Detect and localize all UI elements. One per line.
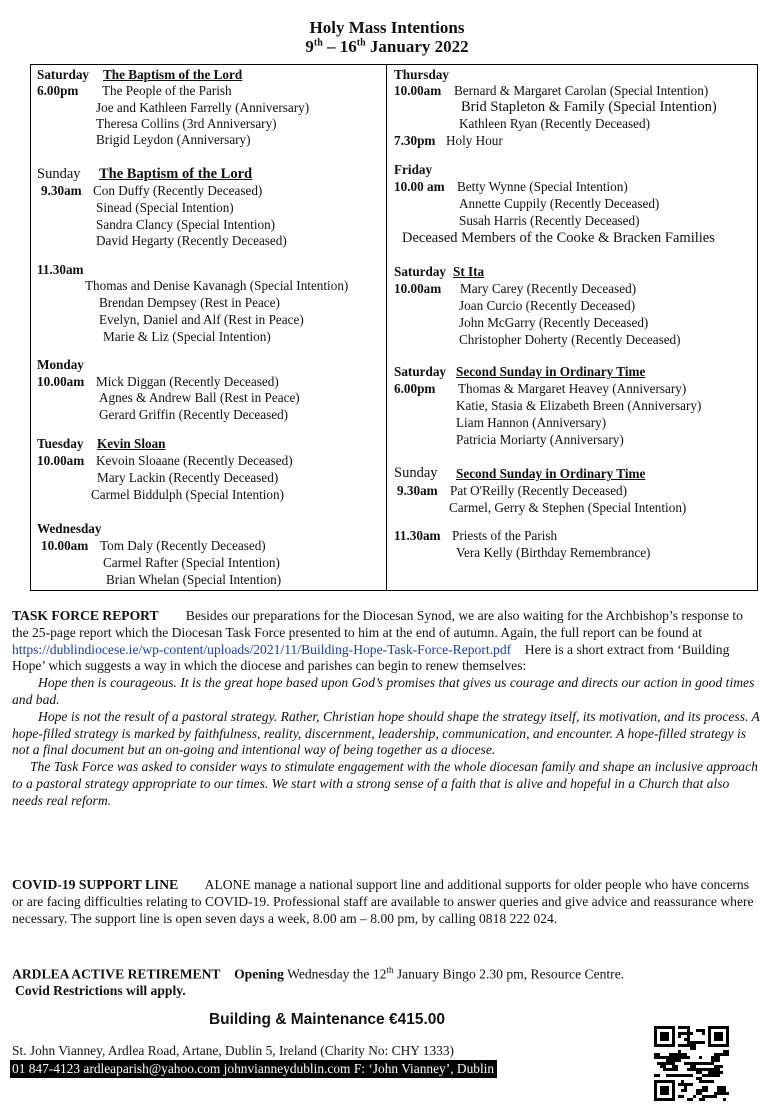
intention: David Hegarty (Recently Deceased) bbox=[96, 233, 287, 248]
intention: Joe and Kathleen Farrelly (Anniversary) bbox=[96, 100, 310, 115]
intention: Gerard Griffin (Recently Deceased) bbox=[99, 407, 289, 422]
parish-contact-bar: 01 847-4123 ardleaparish@yahoo.com johnvianneydublin.com F: ‘John Vianney’, Dublin bbox=[10, 1060, 497, 1078]
intention: Christopher Doherty (Recently Deceased) bbox=[459, 332, 681, 347]
mass-time: 11.30am bbox=[394, 528, 441, 543]
task-force-section bbox=[12, 608, 760, 810]
qr-code-icon[interactable] bbox=[654, 1026, 729, 1101]
intention: Carmel Biddulph (Special Intention) bbox=[91, 487, 285, 502]
feast-label: The Baptism of the Lord bbox=[103, 67, 243, 82]
report-link[interactable]: https://dublindiocese.ie/wp-content/uploads/2021/11/Building-Hope-Task-Force-Report.pdf bbox=[12, 641, 512, 657]
intention: Theresa Collins (3rd Anniversary) bbox=[96, 116, 277, 131]
intention: Mary Lackin (Recently Deceased) bbox=[97, 470, 279, 485]
intention: Deceased Members of the Cooke & Bracken Families bbox=[402, 230, 715, 246]
section-heading: TASK FORCE REPORT bbox=[12, 608, 159, 623]
intention: Liam Hannon (Anniversary) bbox=[456, 415, 607, 430]
intention: Joan Curcio (Recently Deceased) bbox=[459, 298, 636, 313]
feast-label: Second Sunday in Ordinary Time bbox=[456, 364, 646, 379]
mass-time: 9.30am bbox=[41, 183, 82, 198]
quote-paragraph: The Task Force was asked to consider ways to stimulate engagement with the whole diocesan family and shape an inclusive approach to a pastoral strategy appropriate to our times. We start with a strong sense of a faith that is alive and hopeful in a Church that also needs real reform. bbox=[12, 759, 758, 808]
intention: Kevoin Sloaane (Recently Deceased) bbox=[96, 453, 293, 468]
building-maintenance-total: Building & Maintenance €415.00 bbox=[208, 1011, 445, 1028]
task-force-text: Besides our preparations for the Diocesan Synod, we are also waiting for the Archbishop’s response to the 25-page report which the Diocesan Task Force presented to him at the end of autumn. Again, the full report can be found at bbox=[12, 608, 743, 640]
day-label: Tuesday bbox=[37, 436, 84, 451]
covid-restrictions: Covid Restrictions will apply. bbox=[15, 983, 186, 999]
mass-time: 6.00pm bbox=[394, 381, 436, 396]
task-force-intro bbox=[12, 608, 760, 675]
intention: Evelyn, Daniel and Alf (Rest in Peace) bbox=[99, 312, 304, 327]
intention: Annette Cuppily (Recently Deceased) bbox=[459, 196, 660, 211]
section-heading: ARDLEA ACTIVE RETIREMENT bbox=[12, 966, 221, 982]
mass-time: 10.00am bbox=[41, 538, 89, 553]
mass-time: 10.00am bbox=[394, 83, 442, 98]
holy-hour-time: 7.30pm bbox=[394, 133, 436, 148]
day-label: Sunday bbox=[394, 465, 438, 481]
intention: Priests of the Parish bbox=[452, 528, 558, 543]
ardlea-date: Wednesday the 12 bbox=[287, 966, 387, 982]
intention: The People of the Parish bbox=[102, 83, 232, 98]
intention: Brian Whelan (Special Intention) bbox=[106, 572, 282, 587]
intention: Mary Carey (Recently Deceased) bbox=[460, 281, 637, 296]
column-divider bbox=[386, 65, 387, 590]
mass-time: 11.30am bbox=[37, 262, 84, 277]
intention: Katie, Stasia & Elizabeth Breen (Anniversary) bbox=[456, 398, 702, 413]
intention: Carmel, Gerry & Stephen (Special Intention) bbox=[449, 500, 687, 515]
intention: Pat O'Reilly (Recently Deceased) bbox=[450, 483, 628, 498]
intention: Brid Stapleton & Family (Special Intention) bbox=[461, 99, 717, 115]
intention: Mick Diggan (Recently Deceased) bbox=[96, 374, 279, 389]
mass-intentions-table bbox=[30, 64, 758, 591]
intention: Bernard & Margaret Carolan (Special Intention) bbox=[454, 83, 709, 98]
intention: Tom Daly (Recently Deceased) bbox=[100, 538, 266, 553]
covid-text: ALONE manage a national support line and additional supports for older people who have concerns or are facing difficulties relating to COVID-19. Professional staff are available to answer queries and give advice and reassurance where necessary. The support line is open seven days a week, 8.00 am – 8.00 pm, by calling 0818 222 024. bbox=[12, 877, 754, 926]
intention: Con Duffy (Recently Deceased) bbox=[93, 183, 263, 198]
covid-section bbox=[12, 877, 760, 927]
intention: Agnes & Andrew Ball (Rest in Peace) bbox=[99, 390, 300, 405]
date-range: 9th – 16th January 2022 bbox=[305, 37, 469, 56]
parish-address: St. John Vianney, Ardlea Road, Artane, Dublin 5, Ireland (Charity No: CHY 1333) bbox=[12, 1043, 455, 1058]
intention: Carmel Rafter (Special Intention) bbox=[103, 555, 280, 570]
feast-label: Second Sunday in Ordinary Time bbox=[456, 466, 646, 481]
day-label: Sunday bbox=[37, 166, 81, 182]
intention: Kathleen Ryan (Recently Deceased) bbox=[459, 116, 650, 131]
section-heading: COVID-19 SUPPORT LINE bbox=[12, 877, 179, 892]
mass-time: 10.00am bbox=[394, 281, 442, 296]
holy-hour-label: Holy Hour bbox=[446, 133, 503, 148]
mass-time: 10.00am bbox=[37, 374, 85, 389]
feast-label: St Ita bbox=[453, 264, 485, 279]
quote-paragraph: Hope then is courageous. It is the great hope based upon God’s promises that gives us courage and directs our action in good times and bad. bbox=[12, 675, 755, 707]
intention: Patricia Moriarty (Anniversary) bbox=[456, 432, 624, 447]
intention: Thomas and Denise Kavanagh (Special Intention) bbox=[85, 278, 349, 293]
intention: Brigid Leydon (Anniversary) bbox=[96, 132, 251, 147]
intention: Susah Harris (Recently Deceased) bbox=[459, 213, 640, 228]
page-title: Holy Mass Intentions bbox=[309, 18, 465, 37]
intention: Sandra Clancy (Special Intention) bbox=[96, 217, 276, 232]
task-force-text-end: Here is a short extract from ‘Building Hope’ which suggests a way in which the diocese and parishes can begin to renew themselves: bbox=[12, 641, 730, 674]
intention: John McGarry (Recently Deceased) bbox=[459, 315, 649, 330]
day-label: Saturday bbox=[37, 67, 90, 82]
day-label: Wednesday bbox=[37, 521, 102, 536]
intention: Sinead (Special Intention) bbox=[96, 200, 234, 215]
ardlea-section: ARDLEA ACTIVE RETIREMENT Opening Wednesday the 12th January Bingo 2.30 pm, Resource Centre. Covid Restrictions will apply. bbox=[12, 962, 760, 1000]
feast-label: Kevin Sloan bbox=[97, 436, 166, 451]
mass-time: 9.30am bbox=[397, 483, 438, 498]
day-label: Saturday bbox=[394, 364, 447, 379]
feast-label: The Baptism of the Lord bbox=[99, 166, 253, 182]
intention: Thomas & Margaret Heavey (Anniversary) bbox=[458, 381, 687, 396]
quote-paragraph: Hope is not the result of a pastoral strategy. Rather, Christian hope should shape the strategy itself, its motivation, and its process. A hope-filled strategy is marked by faithfulness, reality, discernment, leadership, communication, and encounter. A hope-filled strategy is not a final document but an on-going and intentional way of being together as a diocese. bbox=[12, 708, 760, 758]
intention: Betty Wynne (Special Intention) bbox=[457, 179, 628, 194]
day-label: Monday bbox=[37, 357, 84, 372]
intention: Brendan Dempsey (Rest in Peace) bbox=[99, 295, 280, 310]
day-label: Saturday bbox=[394, 264, 447, 279]
day-label: Thursday bbox=[394, 67, 449, 82]
intention: Vera Kelly (Birthday Remembrance) bbox=[456, 545, 651, 560]
mass-time: 10.00 am bbox=[394, 179, 445, 194]
opening-label: Opening bbox=[234, 966, 284, 982]
mass-time: 6.00pm bbox=[37, 83, 79, 98]
day-label: Friday bbox=[394, 162, 433, 177]
intention: Marie & Liz (Special Intention) bbox=[103, 329, 271, 344]
ardlea-text: January Bingo 2.30 pm, Resource Centre. bbox=[396, 966, 625, 982]
mass-time: 10.00am bbox=[37, 453, 85, 468]
